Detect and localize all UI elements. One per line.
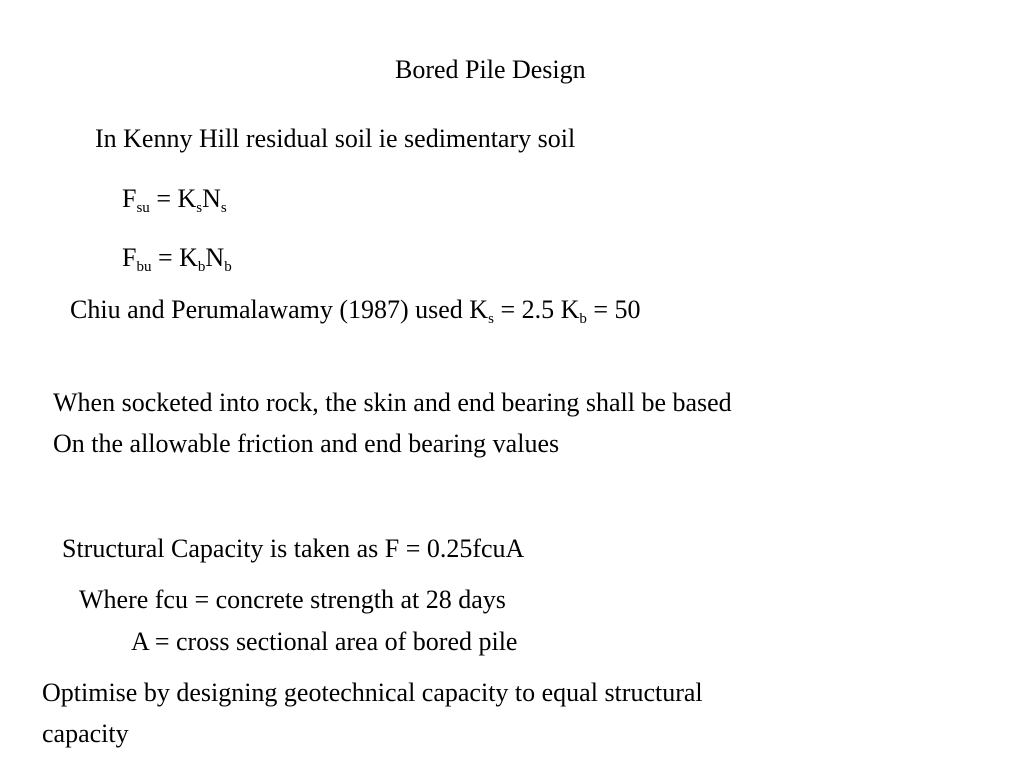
optimise-line-2: capacity — [42, 719, 129, 748]
eq2-lhs: F — [122, 243, 137, 272]
eq2-lhs-subscript: bu — [136, 259, 152, 275]
chiu-reference — [70, 295, 641, 327]
chiu-mid: = 2.5 K — [493, 295, 580, 324]
equation-end-bearing — [122, 243, 232, 275]
chiu-kb-subscript: b — [579, 311, 587, 327]
chiu-post: = 50 — [586, 295, 641, 324]
eq1-n-subscript: s — [220, 200, 227, 216]
eq2-operator: = — [151, 243, 180, 272]
eq1-k: K — [177, 184, 197, 213]
eq2-n-subscript: b — [224, 259, 232, 275]
where-fcu: Where fcu = concrete strength at 28 days — [79, 585, 506, 614]
rock-socket-line-1: When socketed into rock, the skin and end bearing shall be based — [53, 388, 732, 417]
intro-text: In Kenny Hill residual soil ie sedimentary soil — [95, 124, 576, 153]
rock-socket-line-2: On the allowable friction and end bearing values — [53, 429, 560, 458]
chiu-ks-subscript: s — [488, 311, 494, 327]
eq1-lhs-subscript: su — [136, 200, 150, 216]
eq2-k-subscript: b — [197, 259, 206, 275]
eq1-lhs: F — [122, 184, 137, 213]
eq1-n: N — [202, 184, 221, 213]
slide-title: Bored Pile Design — [395, 55, 586, 84]
eq1-operator: = — [149, 184, 178, 213]
eq2-k: K — [179, 243, 198, 272]
structural-capacity: Structural Capacity is taken as F = 0.25fcuA — [62, 534, 525, 563]
eq2-n: N — [205, 243, 225, 272]
where-area: A = cross sectional area of bored pile — [131, 627, 518, 656]
chiu-pre: Chiu and Perumalawamy (1987) used K — [70, 295, 489, 324]
optimise-line-1: Optimise by designing geotechnical capacity to equal structural — [42, 678, 703, 707]
eq1-k-subscript: s — [196, 200, 203, 216]
equation-skin-friction — [122, 184, 227, 216]
